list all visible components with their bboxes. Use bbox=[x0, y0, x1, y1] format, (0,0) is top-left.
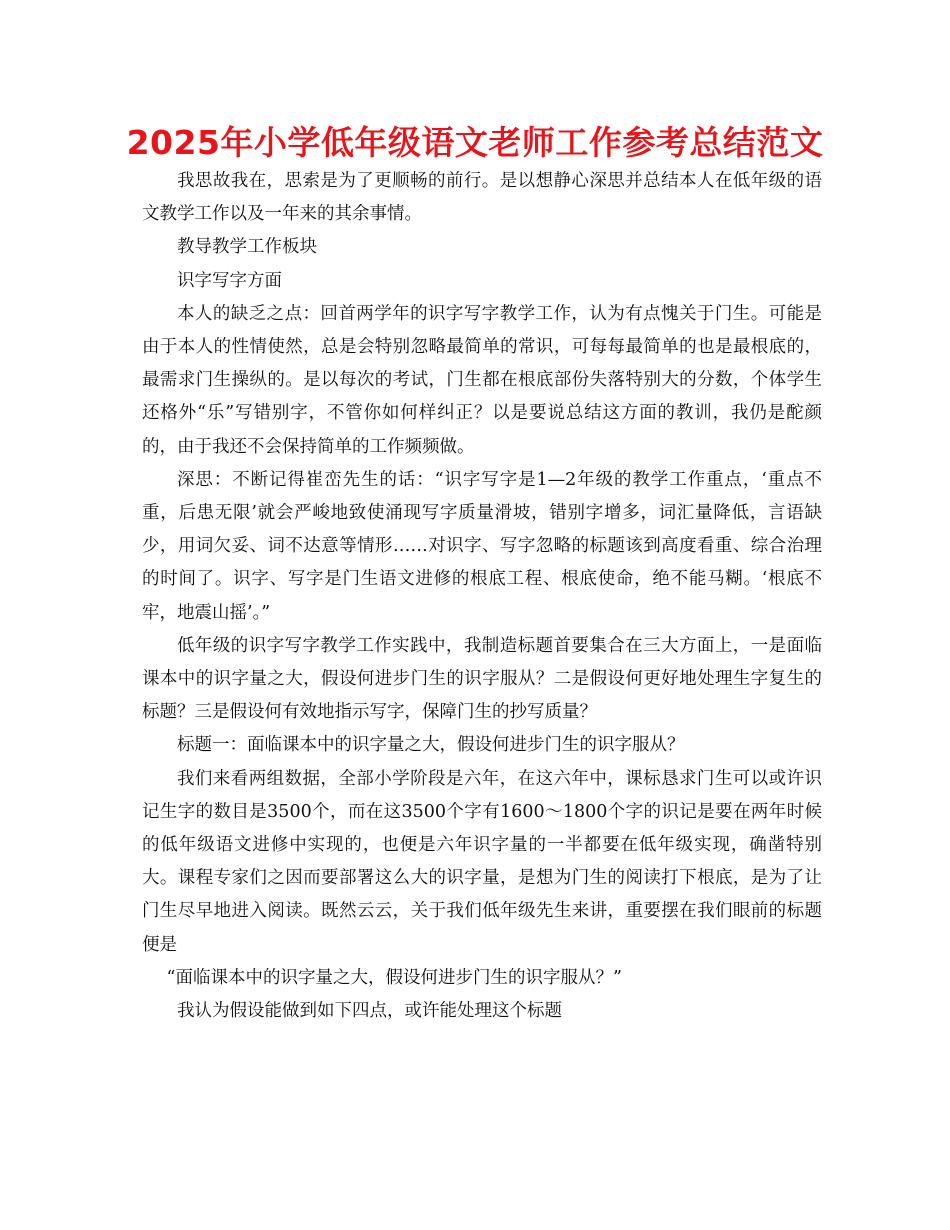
quote-paragraph: “面临课本中的识字量之大，假设何进步门生的识字服从？” bbox=[166, 967, 622, 988]
document-body bbox=[142, 165, 822, 1028]
paragraph: 我们来看两组数据，全部小学阶段是六年，在这六年中，课标恳求门生可以或许识记生字的数目是3500个，而在这3500个字有1600～1800个字的识记是要在两年时候的低年级语文进修中实现的，也便是六年识字量的一半都要在低年级实现，确凿特别大。课程专家们之因而要部署这么大的识字量，是想为门生的阅读打下根底，是为了让门生尽早地进入阅读。既然云云，关于我们低年级先生来讲，重要摆在我们眼前的标题便是 bbox=[142, 768, 822, 955]
subsection-heading: 识字写字方面 bbox=[177, 270, 282, 291]
paragraph: 深思：不断记得崔峦先生的话：“识字写字是1—2年级的教学工作重点，‘重点不重，后患无限’就会严峻地致使涌现写字质量滑坡，错别字增多，词汇量降低，言语缺少，用词欠妥、词不达意等情形……对识字、写字忽略的标题该到高度看重、综合治理的时间了。识字、写字是门生语文进修的根底工程、根底使命，绝不能马糊。‘根底不牢，地震山摇’。” bbox=[142, 469, 822, 623]
paragraph: 我思故我在，思索是为了更顺畅的前行。是以想静心深思并总结本人在低年级的语文教学工作以及一年来的其余事情。 bbox=[142, 171, 822, 225]
paragraph: 我认为假设能做到如下四点，或许能处理这个标题 bbox=[177, 1001, 562, 1022]
paragraph: 标题一：面临课本中的识字量之大，假设何进步门生的识字服从？ bbox=[177, 735, 685, 756]
paragraph: 低年级的识字写字教学工作实践中，我制造标题首要集合在三大方面上，一是面临课本中的识字量之大，假设何进步门生的识字服从？二是假设何更好地处理生字复生的标题？三是假设何有效地指示写字，保障门生的抄写质量？ bbox=[142, 635, 822, 723]
paragraph: 本人的缺乏之点：回首两学年的识字写字教学工作，认为有点愧关于门生。可能是由于本人的性情使然，总是会特别忽略最简单的常识，可每每最简单的也是最根底的，最需求门生操纵的。是以每次的考试，门生都在根底部份失落特别大的分数，个体学生还格外“乐”写错别字，不管你如何样纠正？以是要说总结这方面的教训，我仍是酡颜的，由于我还不会保持简单的工作频频做。 bbox=[142, 303, 822, 457]
document-title: 2025年小学低年级语文老师工作参考总结范文 bbox=[126, 123, 824, 162]
section-heading: 教导教学工作板块 bbox=[177, 237, 317, 258]
